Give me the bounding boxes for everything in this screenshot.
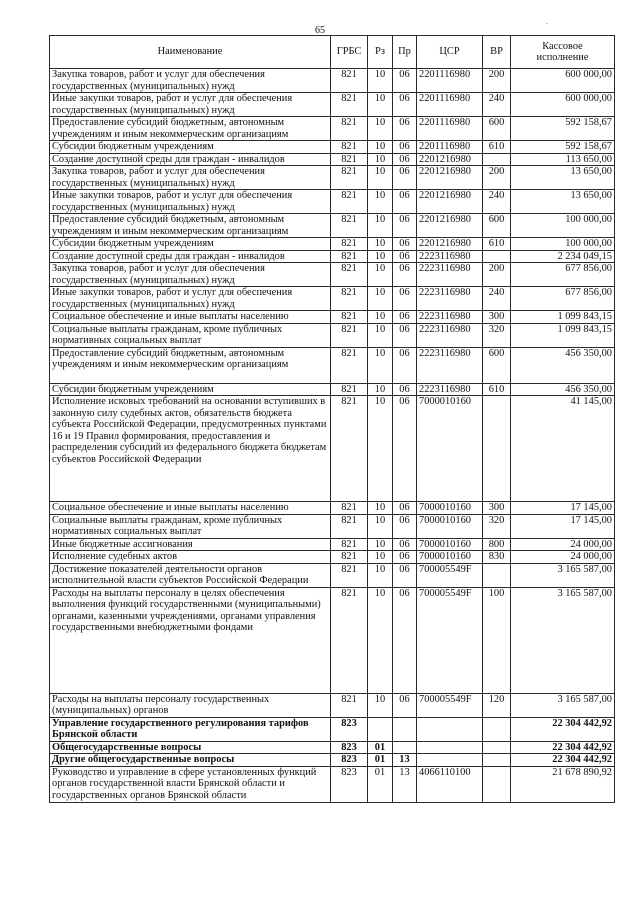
cell-csr: 2201116980 [417,69,483,93]
cell-csr: 2223116980 [417,263,483,287]
cell-pr: 06 [393,190,417,214]
cell-vr [483,741,511,754]
cell-grbs: 821 [331,311,368,324]
cell-vr: 830 [483,551,511,564]
cell-name: Достижение показателей деятельности органов исполнительной власти субъектов Российской Федерации [50,563,331,587]
cell-vr [483,153,511,166]
cell-name: Закупка товаров, работ и услуг для обеспечения государственных (муниципальных) нужд [50,263,331,287]
cell-grbs: 823 [331,754,368,767]
table-row [50,502,615,515]
table-row [50,587,615,693]
cell-vr: 200 [483,69,511,93]
table-row [50,141,615,154]
cell-grbs: 821 [331,117,368,141]
cell-rz: 10 [368,323,393,347]
cell-name: Общегосударственные вопросы [50,741,331,754]
cell-name: Предоставление субсидий бюджетным, автономным учреждениям и иным некоммерческим организациям [50,117,331,141]
cell-rz: 10 [368,69,393,93]
cell-rz: 10 [368,538,393,551]
cell-rz: 10 [368,166,393,190]
cell-rz: 10 [368,141,393,154]
cell-rz: 10 [368,347,393,383]
cell-pr: 06 [393,250,417,263]
table-row [50,117,615,141]
cell-csr: 2201116980 [417,117,483,141]
budget-execution-table [49,35,615,803]
cell-name: Субсидии бюджетным учреждениям [50,383,331,396]
cell-csr: 7000010160 [417,514,483,538]
cell-pr: 06 [393,311,417,324]
cell-rz: 10 [368,93,393,117]
cell-rz: 10 [368,153,393,166]
cell-csr: 4066110100 [417,766,483,802]
cell-grbs: 823 [331,741,368,754]
cell-vr: 320 [483,514,511,538]
cell-rz: 10 [368,250,393,263]
table-row [50,396,615,502]
cell-grbs: 821 [331,238,368,251]
cell-amount: 22 304 442,92 [511,754,615,767]
table-row [50,93,615,117]
cell-vr: 320 [483,323,511,347]
cell-amount: 3 165 587,00 [511,587,615,693]
cell-pr: 06 [393,563,417,587]
cell-name: Социальное обеспечение и иные выплаты населению [50,502,331,515]
cell-vr: 120 [483,693,511,717]
cell-vr [483,396,511,502]
table-row [50,250,615,263]
cell-csr: 700005549F [417,563,483,587]
cell-csr: 7000010160 [417,538,483,551]
table-row [50,323,615,347]
cell-amount: 2 234 049,15 [511,250,615,263]
cell-amount: 13 650,00 [511,190,615,214]
cell-amount: 592 158,67 [511,141,615,154]
cell-grbs: 821 [331,153,368,166]
cell-vr [483,250,511,263]
cell-csr: 2223116980 [417,250,483,263]
cell-csr: 2223116980 [417,383,483,396]
cell-amount: 13 650,00 [511,166,615,190]
cell-csr: 7000010160 [417,502,483,515]
cell-csr: 2223116980 [417,323,483,347]
cell-amount: 100 000,00 [511,214,615,238]
cell-vr: 100 [483,587,511,693]
cell-pr: 06 [393,153,417,166]
cell-amount: 41 145,00 [511,396,615,502]
cell-pr: 06 [393,141,417,154]
cell-pr: 06 [393,117,417,141]
cell-pr: 06 [393,587,417,693]
cell-csr: 2223116980 [417,287,483,311]
cell-rz: 01 [368,754,393,767]
table-row [50,214,615,238]
cell-vr: 300 [483,311,511,324]
table-row [50,238,615,251]
cell-amount: 100 000,00 [511,238,615,251]
cell-csr [417,754,483,767]
cell-name: Расходы на выплаты персоналу в целях обеспечения выполнения функций государственными (муниципальными) органами, казенными учреждениями, органами управления государственными внебюджетными фондами [50,587,331,693]
cell-vr: 610 [483,238,511,251]
cell-grbs: 821 [331,166,368,190]
cell-pr: 06 [393,693,417,717]
cell-grbs: 823 [331,717,368,741]
cell-name: Закупка товаров, работ и услуг для обеспечения государственных (муниципальных) нужд [50,69,331,93]
cell-grbs: 821 [331,93,368,117]
table-row [50,166,615,190]
cell-name: Закупка товаров, работ и услуг для обеспечения государственных (муниципальных) нужд [50,166,331,190]
cell-pr: 06 [393,263,417,287]
cell-pr: 06 [393,69,417,93]
cell-pr: 06 [393,214,417,238]
table-row [50,383,615,396]
cell-rz: 10 [368,514,393,538]
cell-amount: 677 856,00 [511,287,615,311]
table-row [50,190,615,214]
cell-name: Исполнение исковых требований на основании вступивших в законную силу судебных актов, обязательств бюджета субъекта Российской Федерации, предусмотренных пунктами 16 и 19 Правил формирования, предоставления и распределения субсидий из федерального бюджета бюджетам субъектов Российской Федерации [50,396,331,502]
cell-csr: 2201216980 [417,166,483,190]
table-row [50,741,615,754]
cell-pr: 06 [393,166,417,190]
table-row [50,717,615,741]
header-amount-line2: исполнение [536,52,589,63]
cell-amount: 17 145,00 [511,514,615,538]
cell-vr: 240 [483,93,511,117]
table-row [50,563,615,587]
cell-csr: 2201216980 [417,153,483,166]
cell-rz: 10 [368,587,393,693]
cell-rz: 10 [368,383,393,396]
cell-csr [417,741,483,754]
cell-rz: 10 [368,238,393,251]
cell-csr: 2201216980 [417,238,483,251]
cell-rz: 10 [368,263,393,287]
cell-name: Другие общегосударственные вопросы [50,754,331,767]
table-header-row [50,36,615,69]
cell-vr: 200 [483,263,511,287]
table-row [50,263,615,287]
cell-name: Субсидии бюджетным учреждениям [50,141,331,154]
cell-pr: 06 [393,323,417,347]
cell-name: Иные закупки товаров, работ и услуг для обеспечения государственных (муниципальных) нужд [50,93,331,117]
cell-pr: 06 [393,383,417,396]
cell-name: Социальные выплаты гражданам, кроме публичных нормативных социальных выплат [50,323,331,347]
table-row [50,69,615,93]
cell-grbs: 821 [331,287,368,311]
cell-amount: 677 856,00 [511,263,615,287]
cell-grbs: 821 [331,263,368,287]
cell-pr: 06 [393,396,417,502]
cell-csr: 7000010160 [417,396,483,502]
cell-grbs: 821 [331,538,368,551]
cell-vr: 600 [483,347,511,383]
cell-grbs: 821 [331,190,368,214]
cell-rz: 10 [368,551,393,564]
scan-mark: . [546,17,548,26]
cell-vr [483,766,511,802]
table-row [50,287,615,311]
page-number: 65 [315,25,325,36]
cell-amount: 456 350,00 [511,347,615,383]
cell-grbs: 821 [331,587,368,693]
cell-rz: 01 [368,741,393,754]
cell-name: Исполнение судебных актов [50,551,331,564]
cell-vr: 240 [483,190,511,214]
table-row [50,311,615,324]
cell-name: Социальные выплаты гражданам, кроме публичных нормативных социальных выплат [50,514,331,538]
cell-csr: 2201116980 [417,93,483,117]
cell-vr: 800 [483,538,511,551]
cell-pr: 06 [393,287,417,311]
cell-csr [417,717,483,741]
header-rz: Рз [368,36,393,69]
header-pr: Пр [393,36,417,69]
cell-rz: 10 [368,563,393,587]
cell-pr: 06 [393,238,417,251]
cell-grbs: 821 [331,502,368,515]
table-row [50,551,615,564]
cell-csr: 2201216980 [417,190,483,214]
cell-vr: 240 [483,287,511,311]
cell-grbs: 821 [331,551,368,564]
cell-grbs: 821 [331,214,368,238]
cell-amount: 22 304 442,92 [511,717,615,741]
cell-rz [368,717,393,741]
cell-pr: 13 [393,754,417,767]
cell-vr: 610 [483,141,511,154]
header-name: Наименование [50,36,331,69]
cell-pr [393,741,417,754]
cell-pr: 06 [393,502,417,515]
cell-pr: 06 [393,93,417,117]
cell-pr: 13 [393,766,417,802]
cell-grbs: 821 [331,250,368,263]
cell-vr [483,563,511,587]
header-grbs: ГРБС [331,36,368,69]
cell-rz: 10 [368,214,393,238]
cell-vr: 300 [483,502,511,515]
cell-grbs: 821 [331,396,368,502]
cell-grbs: 823 [331,766,368,802]
cell-grbs: 821 [331,563,368,587]
table-row [50,153,615,166]
table-row [50,514,615,538]
cell-amount: 600 000,00 [511,69,615,93]
cell-pr [393,717,417,741]
cell-vr: 200 [483,166,511,190]
table-row [50,693,615,717]
cell-rz: 10 [368,396,393,502]
cell-vr: 610 [483,383,511,396]
cell-grbs: 821 [331,141,368,154]
cell-name: Предоставление субсидий бюджетным, автономным учреждениям и иным некоммерческим организациям [50,347,331,383]
cell-amount: 592 158,67 [511,117,615,141]
cell-amount: 1 099 843,15 [511,311,615,324]
cell-pr: 06 [393,551,417,564]
cell-name: Иные закупки товаров, работ и услуг для обеспечения государственных (муниципальных) нужд [50,287,331,311]
cell-name: Управление государственного регулирования тарифов Брянской области [50,717,331,741]
cell-pr: 06 [393,538,417,551]
cell-vr: 600 [483,214,511,238]
cell-csr: 7000010160 [417,551,483,564]
cell-pr: 06 [393,514,417,538]
cell-name: Иные закупки товаров, работ и услуг для обеспечения государственных (муниципальных) нужд [50,190,331,214]
table-row [50,766,615,802]
header-csr: ЦСР [417,36,483,69]
cell-amount: 600 000,00 [511,93,615,117]
cell-amount: 3 165 587,00 [511,563,615,587]
cell-rz: 10 [368,117,393,141]
cell-csr: 700005549F [417,587,483,693]
cell-csr: 2201116980 [417,141,483,154]
cell-name: Социальное обеспечение и иные выплаты населению [50,311,331,324]
cell-rz: 10 [368,311,393,324]
cell-name: Расходы на выплаты персоналу государственных (муниципальных) органов [50,693,331,717]
cell-rz: 10 [368,502,393,515]
cell-csr: 2201216980 [417,214,483,238]
header-amount-line1: Кассовое [542,40,583,52]
cell-amount: 1 099 843,15 [511,323,615,347]
cell-name: Предоставление субсидий бюджетным, автономным учреждениям и иным некоммерческим организациям [50,214,331,238]
table-row [50,754,615,767]
cell-vr [483,717,511,741]
cell-rz: 10 [368,190,393,214]
cell-csr: 2223116980 [417,347,483,383]
table-body [50,69,615,803]
header-amount [511,36,615,69]
table-row [50,347,615,383]
cell-amount: 21 678 890,92 [511,766,615,802]
cell-name: Создание доступной среды для граждан - инвалидов [50,153,331,166]
cell-pr: 06 [393,347,417,383]
cell-amount: 456 350,00 [511,383,615,396]
cell-csr: 700005549F [417,693,483,717]
cell-grbs: 821 [331,323,368,347]
cell-grbs: 821 [331,383,368,396]
cell-amount: 22 304 442,92 [511,741,615,754]
cell-amount: 24 000,00 [511,538,615,551]
cell-rz: 10 [368,287,393,311]
cell-name: Иные бюджетные ассигнования [50,538,331,551]
cell-grbs: 821 [331,69,368,93]
cell-name: Руководство и управление в сфере установленных функций органов государственной власти Брянской области и государственных органов Брянской области [50,766,331,802]
cell-grbs: 821 [331,693,368,717]
cell-amount: 24 000,00 [511,551,615,564]
cell-rz: 10 [368,693,393,717]
cell-amount: 3 165 587,00 [511,693,615,717]
header-vr: ВР [483,36,511,69]
cell-name: Создание доступной среды для граждан - инвалидов [50,250,331,263]
cell-amount: 17 145,00 [511,502,615,515]
cell-name: Субсидии бюджетным учреждениям [50,238,331,251]
cell-rz: 01 [368,766,393,802]
cell-vr [483,754,511,767]
cell-amount: 113 650,00 [511,153,615,166]
cell-grbs: 821 [331,347,368,383]
cell-vr: 600 [483,117,511,141]
cell-csr: 2223116980 [417,311,483,324]
table-row [50,538,615,551]
cell-grbs: 821 [331,514,368,538]
